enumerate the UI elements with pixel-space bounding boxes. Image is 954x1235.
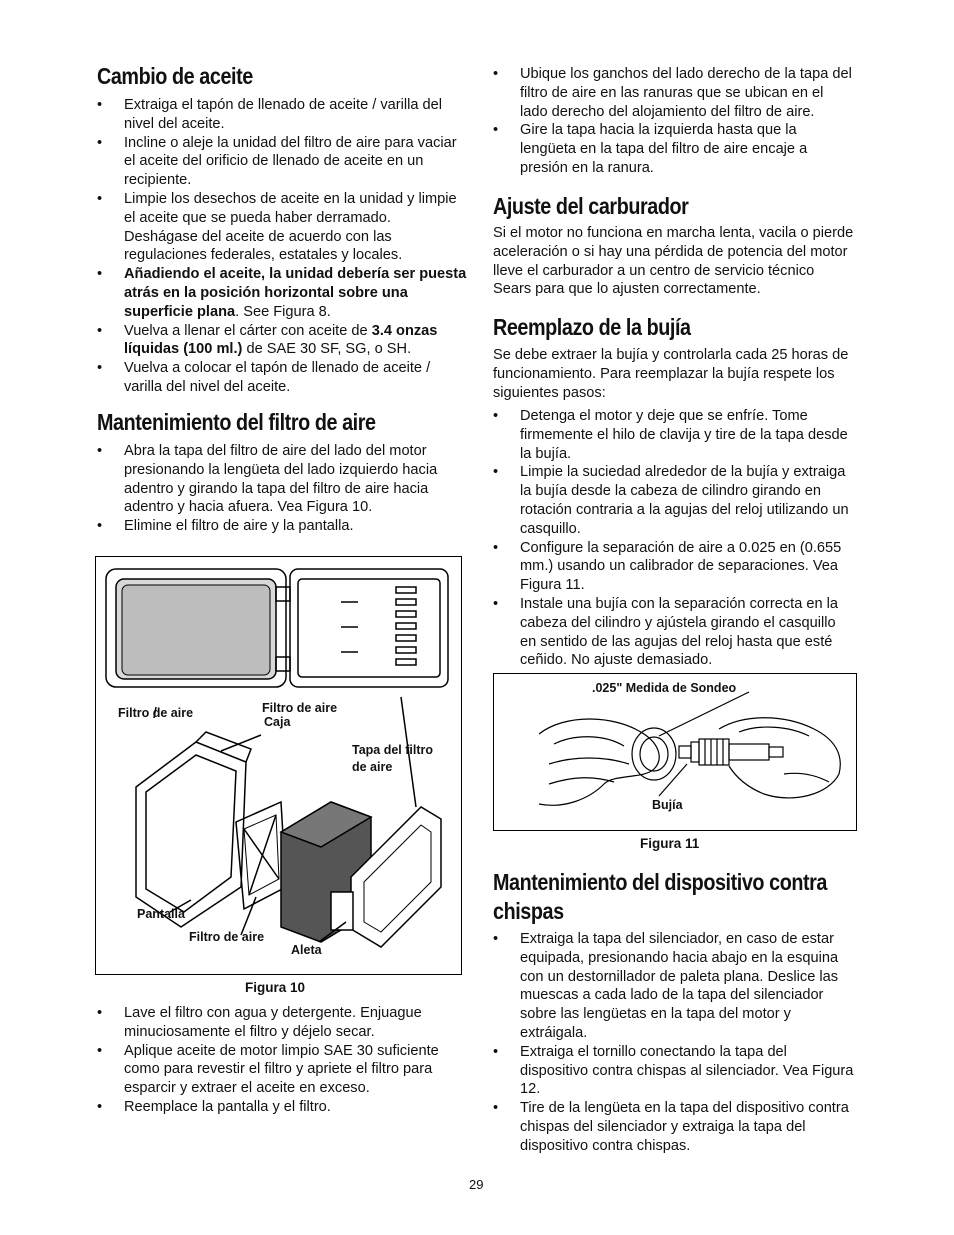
carburetor-heading: Ajuste del carburador bbox=[493, 193, 689, 219]
list-item: • Ubique los ganchos del lado derecho de la tapa del filtro de aire en las ranuras que se ubican en el lado derecho del alojamiento del filtro de aire. bbox=[493, 65, 853, 121]
figure-11-caption: Figura 11 bbox=[640, 836, 700, 851]
air-filter-list bbox=[97, 442, 462, 536]
list-item: • Vuelva a colocar el tapón de llenado de aceite / varilla del nivel del aceite. bbox=[97, 359, 467, 397]
label-filtro-aire-caja-1: Filtro de aire bbox=[262, 701, 338, 715]
list-item: • Limpie la suciedad alrededor de la bujía y extraiga la bujía desde la cabeza de cilindro girando en rotación contraria a la agujas del reloj utilizando un casquillo. bbox=[493, 463, 855, 538]
list-item: • Tire de la lengüeta en la tapa del dispositivo contra chispas del silenciador y extraiga la tapa del dispositivo contra chispas. bbox=[493, 1099, 855, 1155]
list-item: • Limpie los desechos de aceite en la unidad y limpie el aceite que se pueda haber derramado. Deshágase del aceite de acuerdo con las regulaciones federales, estatales y locales. bbox=[97, 190, 467, 265]
text: . See Figura 8. bbox=[235, 303, 331, 320]
label-pantalla: Pantalla bbox=[137, 907, 185, 921]
label-filtro-aire-top: Filtro de aire bbox=[118, 706, 194, 720]
bold-text: 3.4 onzas líquidas (100 ml.) bbox=[124, 322, 438, 358]
list-item: • Configure la separación de aire a 0.025 en (0.655 mm.) usando un calibrador de separaciones. Vea Figura 11. bbox=[493, 539, 855, 595]
list-item: • Reemplace la pantalla y el filtro. bbox=[97, 1098, 467, 1117]
list-item: • Elimine el filtro de aire y la pantalla. bbox=[97, 517, 462, 536]
list-item: • Extraiga la tapa del silenciador, en caso de estar equipada, presionando hacia abajo en la esquina con un destornillador de paleta plana. Deslice las muescas a cada lado de la tapa del silenciador sobre las lengüetas en la tapa del motor y extráigala. bbox=[493, 930, 855, 1043]
page-number: 29 bbox=[469, 1177, 484, 1192]
list-item bbox=[97, 265, 467, 321]
list-item: • Abra la tapa del filtro de aire del lado del motor presionando la lengüeta del lado izquierdo hacia adentro y girando la tapa del filtro de aire hacia adentro y hacia afuera. Vea Figura 10. bbox=[97, 442, 462, 517]
figure-10-caption: Figura 10 bbox=[245, 980, 306, 995]
list-item: • Instale una bujía con la separación correcta en la cabeza del cilindro y ajústela girando el casquillo en sentido de las agujas del reloj hasta que esté ceñido. No ajuste demasiado. bbox=[493, 595, 855, 670]
hooks-list bbox=[493, 65, 853, 178]
list-item: • Extraiga el tapón de llenado de aceite / varilla del nivel del aceite. bbox=[97, 96, 467, 134]
bold-text: Añadiendo el aceite, la unidad debería ser puesta atrás en la posición horizontal sobre una superficie plana bbox=[124, 266, 467, 320]
spark-plug-list bbox=[493, 407, 855, 670]
figure-10-box bbox=[95, 556, 462, 975]
carburetor-text: Si el motor no funciona en marcha lenta, vacila o pierde aceleración o si hay una pérdida de potencia del motor lleve el carburador a un centro de servicio técnico Sears para que lo ajusten correctamente. bbox=[493, 225, 854, 298]
spark-arrester-list bbox=[493, 930, 855, 1156]
label-aleta: Aleta bbox=[291, 943, 322, 957]
label-bujia: Bujía bbox=[652, 798, 683, 812]
list-item: • Incline o aleje la unidad del filtro de aire para vaciar el aceite del orificio de llenado de aceite en un recipiente. bbox=[97, 134, 467, 190]
spark-plug-heading: Reemplazo de la bujía bbox=[493, 314, 691, 340]
oil-change-list bbox=[97, 96, 467, 397]
spark-arrester-heading: Mantenimiento del dispositivo contra chispas bbox=[493, 869, 828, 924]
label-filtro-aire-caja-2: Caja bbox=[264, 715, 291, 729]
text: de SAE 30 SF, SG, o SH. bbox=[242, 341, 412, 358]
list-item: • Aplique aceite de motor limpio SAE 30 suficiente como para revestir el filtro y apriete el filtro para esparcir y extraer el aceite en exceso. bbox=[97, 1042, 467, 1098]
oil-change-heading: Cambio de aceite bbox=[97, 63, 253, 89]
label-tapa-1: Tapa del filtro bbox=[352, 743, 434, 757]
list-item: • Detenga el motor y deje que se enfríe. Tome firmemente el hilo de clavija y tire de la tapa desde la bujía. bbox=[493, 407, 855, 463]
label-filtro-aire-bottom: Filtro de aire bbox=[189, 930, 265, 944]
text: Vuelva a llenar el cárter con aceite de bbox=[124, 322, 372, 339]
list-item: • Extraiga el tornillo conectando la tapa del dispositivo contra chispas al silenciador. Vea Figura 12. bbox=[493, 1043, 855, 1099]
label-gauge: .025" Medida de Sondeo bbox=[592, 681, 737, 695]
figure-11-box bbox=[493, 673, 857, 831]
air-filter-heading: Mantenimiento del filtro de aire bbox=[97, 409, 376, 435]
list-item: • Gire la tapa hacia la izquierda hasta que la lengüeta en la tapa del filtro de aire encaje a presión en la ranura. bbox=[493, 121, 853, 177]
spark-plug-intro: Se debe extraer la bujía y controlarla cada 25 horas de funcionamiento. Para reemplazar la bujía respete los siguientes pasos: bbox=[493, 347, 849, 401]
air-filter-list-after bbox=[97, 1004, 467, 1117]
list-item bbox=[97, 322, 467, 360]
list-item: • Lave el filtro con agua y detergente. Enjuague minuciosamente el filtro y déjelo secar. bbox=[97, 1004, 467, 1042]
label-tapa-2: de aire bbox=[352, 760, 393, 774]
